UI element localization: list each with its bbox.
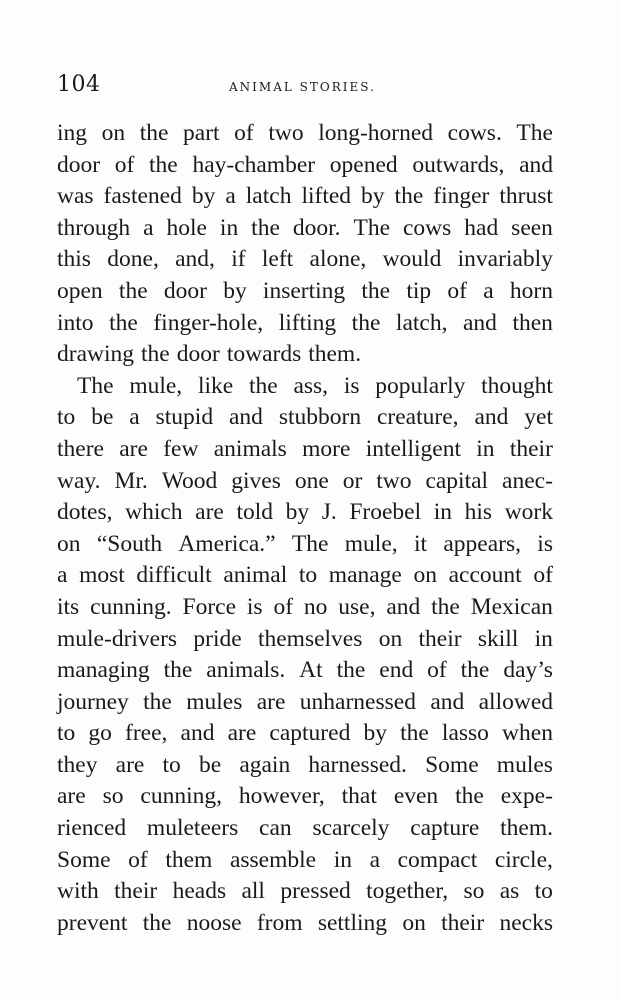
word: on bbox=[402, 909, 426, 936]
word: end bbox=[379, 657, 414, 684]
word: necks bbox=[499, 909, 553, 936]
word: so bbox=[102, 783, 124, 810]
word: rienced bbox=[57, 815, 127, 842]
word: the bbox=[143, 688, 172, 715]
word: anec- bbox=[502, 467, 553, 494]
text-line bbox=[57, 718, 553, 750]
word: they bbox=[57, 751, 98, 778]
word: on bbox=[57, 530, 81, 557]
word: most bbox=[79, 562, 125, 589]
word: them. bbox=[500, 815, 553, 842]
word: The bbox=[77, 372, 114, 399]
word: the bbox=[248, 372, 278, 399]
word: muleteers bbox=[146, 815, 239, 842]
running-head: ANIMAL STORIES. bbox=[229, 80, 376, 94]
word: their bbox=[418, 625, 462, 652]
word: their bbox=[114, 878, 158, 905]
word: are bbox=[195, 499, 224, 526]
word: capture bbox=[410, 815, 480, 842]
text-line bbox=[57, 339, 553, 371]
word: was bbox=[57, 183, 94, 210]
word: popularly bbox=[375, 372, 466, 399]
word: way. bbox=[57, 467, 101, 494]
text-line bbox=[57, 150, 553, 182]
word: lasso bbox=[441, 720, 489, 747]
word: his bbox=[464, 499, 493, 526]
word: appears, bbox=[443, 530, 521, 557]
word: expe- bbox=[500, 783, 553, 810]
word: dotes, bbox=[57, 499, 113, 526]
word: intelligent bbox=[365, 435, 461, 462]
word: Wood bbox=[161, 467, 218, 494]
word: skill bbox=[477, 625, 519, 652]
word: which bbox=[125, 499, 183, 526]
text-line bbox=[57, 244, 553, 276]
word: with bbox=[57, 878, 99, 905]
word: it bbox=[413, 530, 428, 557]
word: work bbox=[504, 499, 553, 526]
text-line bbox=[57, 624, 553, 656]
word: and bbox=[229, 404, 263, 431]
word: to bbox=[534, 878, 553, 905]
word: a bbox=[143, 214, 154, 241]
word: be bbox=[198, 751, 222, 778]
text-line bbox=[57, 497, 553, 529]
word: mules bbox=[496, 751, 553, 778]
word: open bbox=[57, 277, 103, 304]
word: the bbox=[361, 277, 391, 304]
word: into bbox=[57, 309, 94, 336]
word: that bbox=[341, 783, 377, 810]
word: the bbox=[109, 309, 138, 336]
word: had bbox=[464, 214, 499, 241]
word: themselves bbox=[257, 625, 363, 652]
word: gives bbox=[231, 467, 281, 494]
word: allowed bbox=[478, 688, 553, 715]
word: go bbox=[88, 720, 112, 747]
word: cows. bbox=[447, 120, 502, 146]
word: use, bbox=[338, 593, 376, 620]
word: together, bbox=[366, 878, 449, 905]
word: journey bbox=[57, 688, 129, 715]
word: of bbox=[533, 562, 553, 589]
text-line bbox=[57, 371, 553, 403]
word: cunning, bbox=[140, 783, 222, 810]
word: Some bbox=[57, 846, 111, 873]
word: two bbox=[268, 120, 304, 146]
word: on bbox=[378, 625, 403, 652]
word: the bbox=[431, 593, 460, 620]
word: in bbox=[333, 846, 352, 873]
text-line bbox=[57, 118, 553, 150]
word: door. bbox=[292, 214, 341, 241]
text-line bbox=[57, 592, 553, 624]
word: America.” bbox=[178, 530, 276, 557]
word: told bbox=[236, 499, 273, 526]
word: door bbox=[57, 151, 101, 178]
word: finger bbox=[433, 183, 490, 210]
text-line bbox=[57, 529, 553, 561]
word: creature, bbox=[377, 404, 459, 431]
word: the bbox=[251, 214, 280, 241]
word: mule, bbox=[344, 530, 398, 557]
word: horn bbox=[509, 277, 553, 304]
word: tip bbox=[406, 277, 432, 304]
text-line bbox=[57, 466, 553, 498]
word: invariably bbox=[457, 246, 553, 273]
word: them bbox=[165, 846, 213, 873]
word: and bbox=[180, 720, 215, 747]
word: hay-chamber bbox=[192, 151, 316, 178]
word: and bbox=[463, 309, 497, 336]
word: heads bbox=[172, 878, 227, 905]
word: the bbox=[149, 151, 178, 178]
word: cows bbox=[403, 214, 452, 241]
word: pressed bbox=[280, 878, 351, 905]
word: and bbox=[430, 688, 465, 715]
word: left bbox=[261, 246, 294, 273]
word: to bbox=[57, 720, 76, 747]
word: long-horned bbox=[318, 120, 434, 146]
word: the bbox=[163, 657, 193, 684]
word: in bbox=[476, 435, 495, 462]
word: the bbox=[118, 277, 148, 304]
word: part bbox=[183, 120, 220, 146]
word: mule, bbox=[129, 372, 183, 399]
word: of bbox=[234, 120, 254, 146]
word: mules bbox=[186, 688, 243, 715]
word: compact bbox=[397, 846, 478, 873]
text-line bbox=[57, 781, 553, 813]
word: stupid bbox=[155, 404, 214, 431]
word: its bbox=[57, 593, 80, 620]
word: are bbox=[227, 720, 257, 747]
word: of bbox=[447, 277, 467, 304]
word: animals bbox=[213, 435, 287, 462]
word: by bbox=[361, 183, 385, 210]
word: the bbox=[394, 183, 424, 210]
word: them. bbox=[308, 341, 362, 368]
word: one bbox=[294, 467, 329, 494]
word: ing bbox=[57, 120, 88, 146]
word: mule-drivers bbox=[57, 625, 178, 652]
word: are bbox=[57, 783, 86, 810]
word: Froebel bbox=[349, 499, 422, 526]
word: the bbox=[351, 309, 381, 336]
word: from bbox=[256, 909, 303, 936]
word: all bbox=[241, 878, 265, 905]
text-line bbox=[57, 308, 553, 340]
word: be bbox=[91, 404, 114, 431]
word: the bbox=[460, 657, 490, 684]
word: and bbox=[519, 151, 553, 178]
word: is bbox=[343, 372, 360, 399]
word: day’s bbox=[503, 657, 553, 684]
word: a bbox=[369, 846, 381, 873]
word: if bbox=[231, 246, 246, 273]
word: are bbox=[256, 688, 286, 715]
word: managing bbox=[57, 657, 150, 684]
word: latch bbox=[245, 183, 292, 210]
text-line bbox=[57, 655, 553, 687]
word: on bbox=[413, 562, 437, 589]
word: two bbox=[376, 467, 412, 494]
body-text bbox=[57, 118, 553, 939]
word: At bbox=[299, 657, 323, 684]
word: noose bbox=[186, 909, 242, 936]
word: hole bbox=[166, 214, 207, 241]
word: difficult bbox=[136, 562, 212, 589]
word: inserting bbox=[262, 277, 346, 304]
word: more bbox=[302, 435, 351, 462]
word: again bbox=[239, 751, 291, 778]
word: ass, bbox=[293, 372, 329, 399]
word: their bbox=[441, 909, 485, 936]
word: of bbox=[128, 846, 148, 873]
word: no bbox=[303, 593, 328, 620]
word: The bbox=[291, 530, 329, 557]
word: by bbox=[223, 277, 247, 304]
word: are bbox=[115, 751, 145, 778]
word: as bbox=[499, 878, 520, 905]
text-line bbox=[57, 213, 553, 245]
word: a bbox=[225, 183, 236, 210]
word: circle, bbox=[494, 846, 553, 873]
word: door bbox=[163, 277, 207, 304]
word: in bbox=[534, 625, 553, 652]
word: The bbox=[353, 214, 391, 241]
word: to bbox=[162, 751, 181, 778]
word: in bbox=[219, 214, 239, 241]
text-line bbox=[57, 876, 553, 908]
page-number: 104 bbox=[57, 72, 101, 97]
word: thrust bbox=[499, 183, 553, 210]
word: however, bbox=[238, 783, 325, 810]
word: their bbox=[509, 435, 553, 462]
word: “South bbox=[96, 530, 163, 557]
word: there bbox=[57, 435, 104, 462]
word: so bbox=[463, 878, 485, 905]
word: opened bbox=[329, 151, 398, 178]
word: then bbox=[512, 309, 553, 336]
text-line bbox=[57, 845, 553, 877]
word: when bbox=[502, 720, 553, 747]
word: outwards, bbox=[412, 151, 505, 178]
word: door bbox=[176, 341, 220, 368]
word: to bbox=[298, 562, 318, 589]
word: and, bbox=[175, 246, 215, 273]
word: and bbox=[474, 404, 509, 431]
word: the bbox=[400, 720, 429, 747]
word: by bbox=[285, 499, 310, 526]
text-line bbox=[57, 560, 553, 592]
word: manage bbox=[328, 562, 402, 589]
text-line bbox=[57, 276, 553, 308]
word: a bbox=[57, 562, 68, 589]
text-line bbox=[57, 908, 553, 940]
word: Mexican bbox=[470, 593, 553, 620]
word: the bbox=[336, 657, 366, 684]
word: prevent bbox=[57, 909, 128, 936]
word: the bbox=[141, 341, 170, 368]
word: lifted bbox=[301, 183, 352, 210]
word: of bbox=[273, 593, 294, 620]
word: by bbox=[363, 720, 387, 747]
word: by bbox=[191, 183, 216, 210]
word: scarcely bbox=[312, 815, 390, 842]
word: thought bbox=[481, 372, 553, 399]
word: finger-hole, bbox=[153, 309, 264, 336]
word: settling bbox=[317, 909, 388, 936]
word: drawing bbox=[57, 341, 135, 368]
text-line bbox=[57, 181, 553, 213]
word: assemble bbox=[229, 846, 317, 873]
word: would bbox=[382, 246, 442, 273]
word: a bbox=[483, 277, 494, 304]
word: to bbox=[57, 404, 76, 431]
word: fastened bbox=[103, 183, 182, 210]
word: yet bbox=[524, 404, 553, 431]
word: Some bbox=[425, 751, 479, 778]
word: or bbox=[342, 467, 363, 494]
word: in bbox=[433, 499, 453, 526]
word: through bbox=[57, 214, 131, 241]
text-line bbox=[57, 687, 553, 719]
word: of bbox=[427, 657, 447, 684]
word: the bbox=[142, 909, 172, 936]
word: unharnessed bbox=[299, 688, 416, 715]
text-line bbox=[57, 434, 553, 466]
word: this bbox=[57, 246, 91, 273]
word: and bbox=[386, 593, 421, 620]
word: are bbox=[119, 435, 148, 462]
word: the bbox=[455, 783, 484, 810]
word: harnessed. bbox=[308, 751, 407, 778]
word: pride bbox=[193, 625, 242, 652]
word: latch, bbox=[395, 309, 448, 336]
word: Mr. bbox=[114, 467, 148, 494]
word: the bbox=[139, 120, 169, 146]
word: of bbox=[114, 151, 135, 178]
word: animals. bbox=[206, 657, 286, 684]
word: seen bbox=[511, 214, 553, 241]
word: animal bbox=[223, 562, 288, 589]
word: cunning. bbox=[90, 593, 172, 620]
word: done, bbox=[107, 246, 159, 273]
word: like bbox=[197, 372, 234, 399]
word: stubborn bbox=[278, 404, 362, 431]
word: is bbox=[537, 530, 553, 557]
word: account bbox=[448, 562, 522, 589]
word: towards bbox=[226, 341, 302, 368]
text-line bbox=[57, 813, 553, 845]
word: capital bbox=[425, 467, 489, 494]
page-header bbox=[57, 72, 553, 102]
word: can bbox=[259, 815, 292, 842]
word: few bbox=[163, 435, 199, 462]
word: J. bbox=[321, 499, 337, 526]
text-line bbox=[57, 750, 553, 782]
word: even bbox=[393, 783, 439, 810]
word: a bbox=[129, 404, 140, 431]
word: on bbox=[101, 120, 126, 146]
word: captured bbox=[269, 720, 351, 747]
word: alone, bbox=[309, 246, 367, 273]
word: is bbox=[246, 593, 263, 620]
word: Force bbox=[182, 593, 237, 620]
word: lifting bbox=[278, 309, 337, 336]
text-line bbox=[57, 402, 553, 434]
word: free, bbox=[125, 720, 168, 747]
word: The bbox=[516, 120, 553, 146]
